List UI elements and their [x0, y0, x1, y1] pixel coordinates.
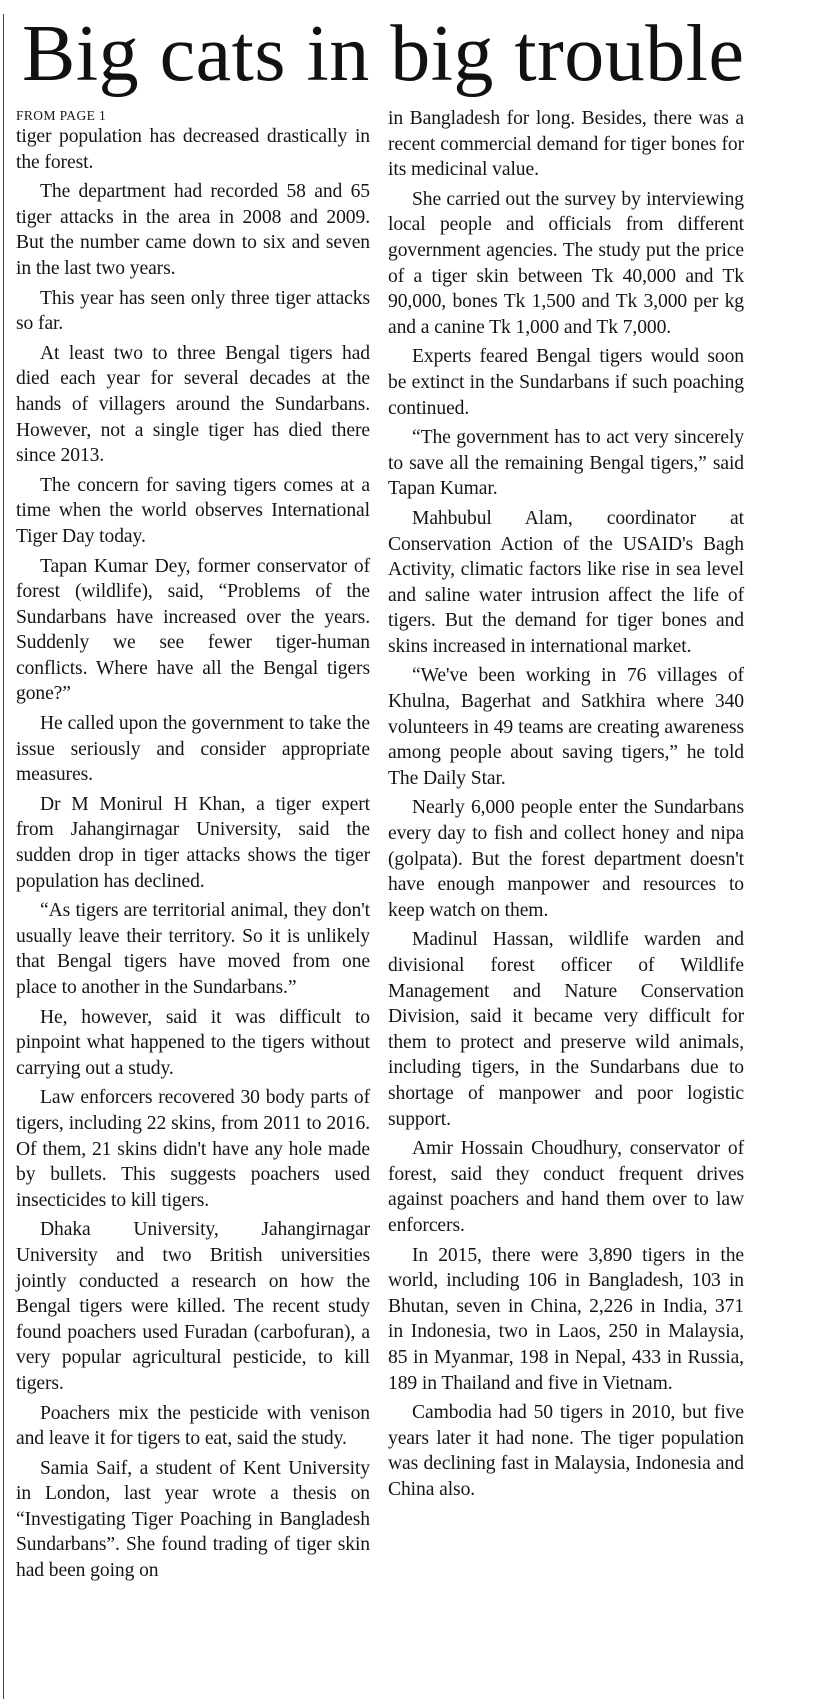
paragraph: In 2015, there were 3,890 tigers in the world, including 106 in Bangladesh, 103 in Bhutan, seven in China, 2,226 in India, 371 in Indonesia, two in Laos, 250 in Malaysia, 85 in Myanmar, 198 in Nepal, 433 in Russia, 189 in Thailand and five in Vietnam.: [388, 1244, 744, 1394]
paragraph: At least two to three Bengal tigers had died each year for several decades at the hands of villagers around the Sundarbans. However, not a single tiger has died there since 2013.: [16, 342, 370, 467]
right-column: [388, 106, 744, 1502]
paragraph: Nearly 6,000 people enter the Sundarbans every day to fish and collect honey and nipa (golpata). But the forest department doesn't have enough manpower and resources to keep watch on them.: [388, 797, 744, 921]
paragraph: Madinul Hassan, wildlife warden and divisional forest officer of Wildlife Management and Nature Conservation Division, said it became very difficult for them to protect and preserve wild animals, including tigers, in the Sundarbans due to shortage of manpower and poor logistic support.: [388, 929, 744, 1130]
paragraph: Law enforcers recovered 30 body parts of tigers, including 22 skins, from 2011 to 2016. Of them, 21 skins didn't have any hole made by bullets. This suggests poachers used insecticides to kill tigers.: [16, 1087, 370, 1211]
paragraph: Dhaka University, Jahangirnagar University and two British universities jointly conducted a research on how the Bengal tigers were killed. The recent study found poachers used Furadan (carbofuran), a very popular agricultural pesticide, to kill tigers.: [16, 1219, 370, 1394]
paragraph: Poachers mix the pesticide with venison and leave it for tigers to eat, said the study.: [16, 1402, 370, 1450]
paragraph: “We've been working in 76 villages of Khulna, Bagerhat and Satkhira where 340 volunteers in 49 teams are creating awareness among people about saving tigers,” he told The Daily Star.: [388, 665, 744, 789]
paragraph: Amir Hossain Choudhury, conservator of forest, said they conduct frequent drives against poachers and hand them over to law enforcers.: [388, 1138, 744, 1236]
paragraph: Mahbubul Alam, coordinator at Conservation Action of the USAID's Bagh Activity, climatic factors like rise in sea level and saline water intrusion affect the life of tigers. But the demand for tiger bones and skins increased in international market.: [388, 507, 744, 657]
paragraph: The concern for saving tigers comes at a time when the world observes International Tiger Day today.: [16, 474, 370, 547]
paragraph: He called upon the government to take the issue seriously and consider appropriate measures.: [16, 713, 370, 786]
paragraph: Dr M Monirul H Khan, a tiger expert from Jahangirnagar University, said the sudden drop in tiger attacks shows the tiger population has declined.: [16, 793, 370, 892]
left-column: [16, 106, 370, 1584]
paragraph: This year has seen only three tiger attacks so far.: [16, 287, 370, 335]
left-column-rule: [3, 14, 4, 1699]
headline: Big cats in big trouble: [22, 10, 745, 98]
paragraph: The department had recorded 58 and 65 tiger attacks in the area in 2008 and 2009. But the number came down to six and seven in the last two years.: [16, 181, 370, 279]
paragraph: She carried out the survey by interviewing local people and officials from different government agencies. The study put the price of a tiger skin between Tk 40,000 and Tk 90,000, bones Tk 1,500 and Tk 3,000 per kg and a canine Tk 1,000 and Tk 7,000.: [388, 188, 744, 338]
paragraph: Experts feared Bengal tigers would soon be extinct in the Sundarbans if such poaching continued.: [388, 346, 744, 419]
paragraph: Cambodia had 50 tigers in 2010, but five years later it had none. The tiger population was declining fast in Malaysia, Indonesia and China also.: [388, 1402, 744, 1500]
paragraph: “The government has to act very sincerely to save all the remaining Bengal tigers,” said Tapan Kumar.: [388, 427, 744, 500]
paragraph: He, however, said it was difficult to pinpoint what happened to the tigers without carrying out a study.: [16, 1006, 370, 1079]
paragraph: “As tigers are territorial animal, they don't usually leave their territory. So it is unlikely that Bengal tigers have moved from one place to another in the Sundarbans.”: [16, 900, 370, 998]
paragraph: in Bangladesh for long. Besides, there was a recent commercial demand for tiger bones for its medicinal value.: [388, 108, 744, 181]
paragraph: Samia Saif, a student of Kent University in London, last year wrote a thesis on “Investigating Tiger Poaching in Bangladesh Sundarbans”. She found trading of tiger skin had been going on: [16, 1457, 370, 1582]
kicker-from-page: FROM PAGE 1: [16, 108, 107, 123]
paragraph: tiger population has decreased drastically in the forest.: [16, 126, 370, 173]
paragraph: Tapan Kumar Dey, former conservator of forest (wildlife), said, “Problems of the Sundarbans have increased over the years. Suddenly we see fewer tiger-human conflicts. Where have all the Bengal tigers gone?”: [16, 555, 370, 705]
